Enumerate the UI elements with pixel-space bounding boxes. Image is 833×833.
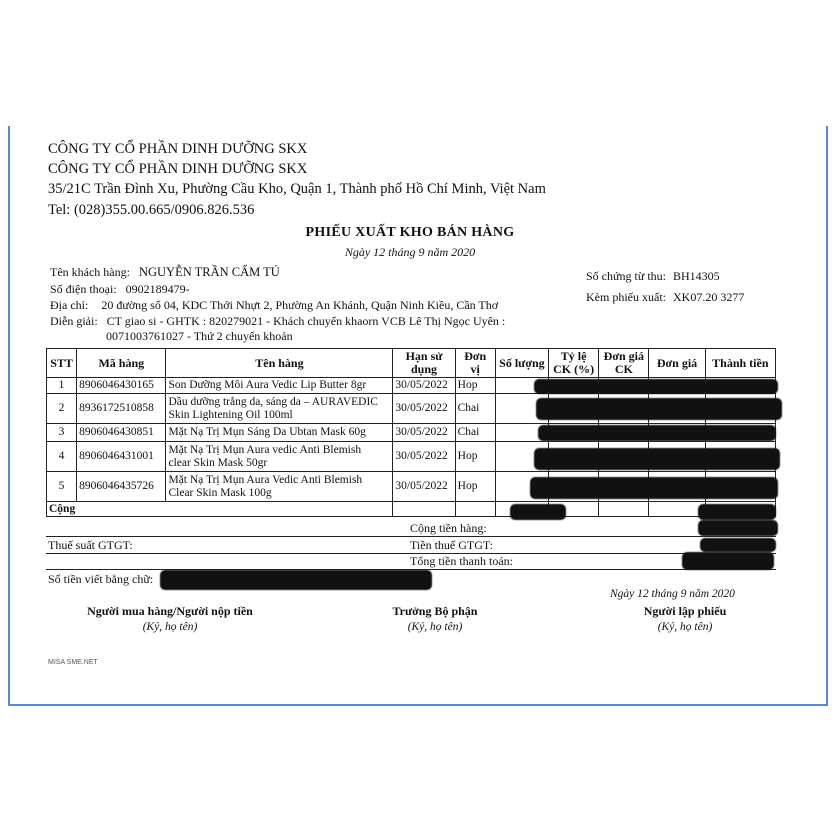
header-qty: Số lượng	[495, 349, 548, 378]
redaction-block	[538, 425, 776, 441]
company-phone: Tel: (028)355.00.665/0906.826.536	[48, 202, 255, 218]
customer-address-label: Địa chỉ:	[50, 298, 89, 312]
department-sign-hint: (Ký, họ tên)	[407, 621, 463, 633]
row-unit: Chai	[455, 424, 495, 442]
row-name: Mặt Nạ Trị Mụn Sáng Da Ubtan Mask 60g	[166, 424, 393, 442]
row-code: 8906046435726	[77, 472, 166, 502]
header-expiry: Hạn sử dụng	[393, 349, 455, 378]
redaction-block	[682, 552, 774, 570]
note-line-1: CT giao si - GHTK : 820279021 - Khách chuyển khaorn VCB Lê Thị Ngọc Uyên :	[106, 314, 506, 328]
note-label: Diễn giải:	[50, 314, 98, 328]
customer-address: 20 đường số 04, KDC Thới Nhựt 2, Phường An Khánh, Quận Ninh Kiều, Cần Thơ	[101, 298, 499, 312]
customer-phone: 0902189479-	[125, 282, 190, 296]
customer-phone-label: Số điện thoại:	[50, 282, 117, 296]
customer-name-label: Tên khách hàng:	[50, 265, 130, 279]
note-line-2: 0071003761027 - Thứ 2 chuyển khoản	[106, 329, 293, 343]
row-stt: 5	[47, 472, 77, 502]
row-code: 8906046431001	[77, 442, 166, 472]
redaction-block	[160, 570, 432, 590]
preparer-sign-hint: (Ký, họ tên)	[657, 621, 713, 633]
redaction-block	[536, 398, 782, 420]
company-name-2: CÔNG TY CỔ PHẦN DINH DƯỠNG SKX	[48, 161, 308, 177]
customer-name-row	[50, 265, 280, 280]
redaction-block	[700, 538, 776, 552]
row-unit: Hop	[455, 472, 495, 502]
amount-in-words-label: Số tiền viết bằng chữ:	[48, 572, 154, 586]
buyer-sign-hint: (Ký, họ tên)	[142, 621, 198, 633]
row-name: Mặt Nạ Trị Mụn Aura Vedic Anti Blemish Clear Skin Mask 100g	[166, 472, 393, 502]
redaction-block	[534, 379, 778, 394]
redaction-block	[698, 504, 776, 520]
table-total-row	[47, 502, 776, 517]
vat-label: Tiền thuế GTGT:	[410, 538, 493, 552]
header-unitprice: Đơn giá	[649, 349, 705, 378]
row-code: 8936172510858	[77, 394, 166, 424]
header-discount: Tỷ lệ CK (%)	[549, 349, 599, 378]
grand-total-label: Tổng tiền thanh toán:	[410, 554, 513, 568]
customer-name: NGUYỄN TRẦN CẨM TÚ	[138, 265, 280, 279]
table-header-row	[47, 349, 776, 378]
attached-voucher: XK07.20 3277	[672, 290, 745, 304]
redaction-block	[530, 477, 778, 499]
voucher-number: BH14305	[673, 269, 720, 283]
row-name: Dầu dưỡng trắng da, sáng da – AURAVEDIC Skin Lightening Oil 100ml	[166, 394, 393, 424]
buyer-signature-title: Người mua hàng/Người nộp tiền	[87, 604, 253, 618]
document-title: PHIẾU XUẤT KHO BÁN HÀNG	[305, 225, 515, 240]
customer-phone-row	[50, 282, 190, 297]
signature-date: Ngày 12 tháng 9 năm 2020	[610, 588, 735, 600]
row-stt: 1	[47, 378, 77, 394]
attached-voucher-label: Kèm phiếu xuất:	[586, 290, 666, 304]
row-name: Son Dưỡng Môi Aura Vedic Lip Butter 8gr	[166, 378, 393, 394]
voucher-number-row	[586, 269, 720, 284]
subtotal-label: Cộng tiền hàng:	[410, 521, 487, 535]
row-expiry: 30/05/2022	[393, 394, 455, 424]
row-expiry: 30/05/2022	[393, 472, 455, 502]
document-sheet	[8, 126, 828, 706]
preparer-signature-title: Người lập phiếu	[643, 604, 727, 618]
attached-voucher-row	[586, 290, 744, 305]
total-label: Cộng	[47, 502, 393, 517]
customer-address-row	[50, 298, 498, 313]
department-signature-title: Trưởng Bộ phận	[392, 604, 478, 618]
row-code: 8906046430851	[77, 424, 166, 442]
row-unit: Hop	[455, 378, 495, 394]
note-row	[50, 314, 505, 329]
summary-divider	[46, 536, 776, 537]
row-unit: Hop	[455, 442, 495, 472]
redaction-block	[698, 520, 778, 536]
software-footer: MISA SME.NET	[48, 659, 98, 666]
row-expiry: 30/05/2022	[393, 378, 455, 394]
header-name: Tên hàng	[166, 349, 393, 378]
row-expiry: 30/05/2022	[393, 424, 455, 442]
row-stt: 2	[47, 394, 77, 424]
header-code: Mã hàng	[77, 349, 166, 378]
document-date: Ngày 12 tháng 9 năm 2020	[344, 245, 476, 259]
redaction-block	[510, 504, 566, 520]
row-unit: Chai	[455, 394, 495, 424]
redaction-block	[534, 448, 780, 470]
row-name: Mặt Nạ Trị Mụn Aura vedic Anti Blemish clear Skin Mask 50gr	[166, 442, 393, 472]
voucher-number-label: Số chứng từ thu:	[586, 269, 667, 283]
company-address: 35/21C Trần Đình Xu, Phường Cầu Kho, Quận 1, Thành phố Hồ Chí Minh, Việt Nam	[48, 181, 546, 197]
row-stt: 4	[47, 442, 77, 472]
company-name-1: CÔNG TY CỔ PHẦN DINH DƯỠNG SKX	[48, 141, 308, 157]
header-unitprice-ck: Đơn giá CK	[599, 349, 649, 378]
row-code: 8906046430165	[77, 378, 166, 394]
header-stt: STT	[47, 349, 77, 378]
header-amount: Thành tiền	[705, 349, 775, 378]
row-expiry: 30/05/2022	[393, 442, 455, 472]
row-stt: 3	[47, 424, 77, 442]
header-unit: Đơn vị	[455, 349, 495, 378]
vat-rate-label: Thuế suất GTGT:	[48, 538, 133, 552]
